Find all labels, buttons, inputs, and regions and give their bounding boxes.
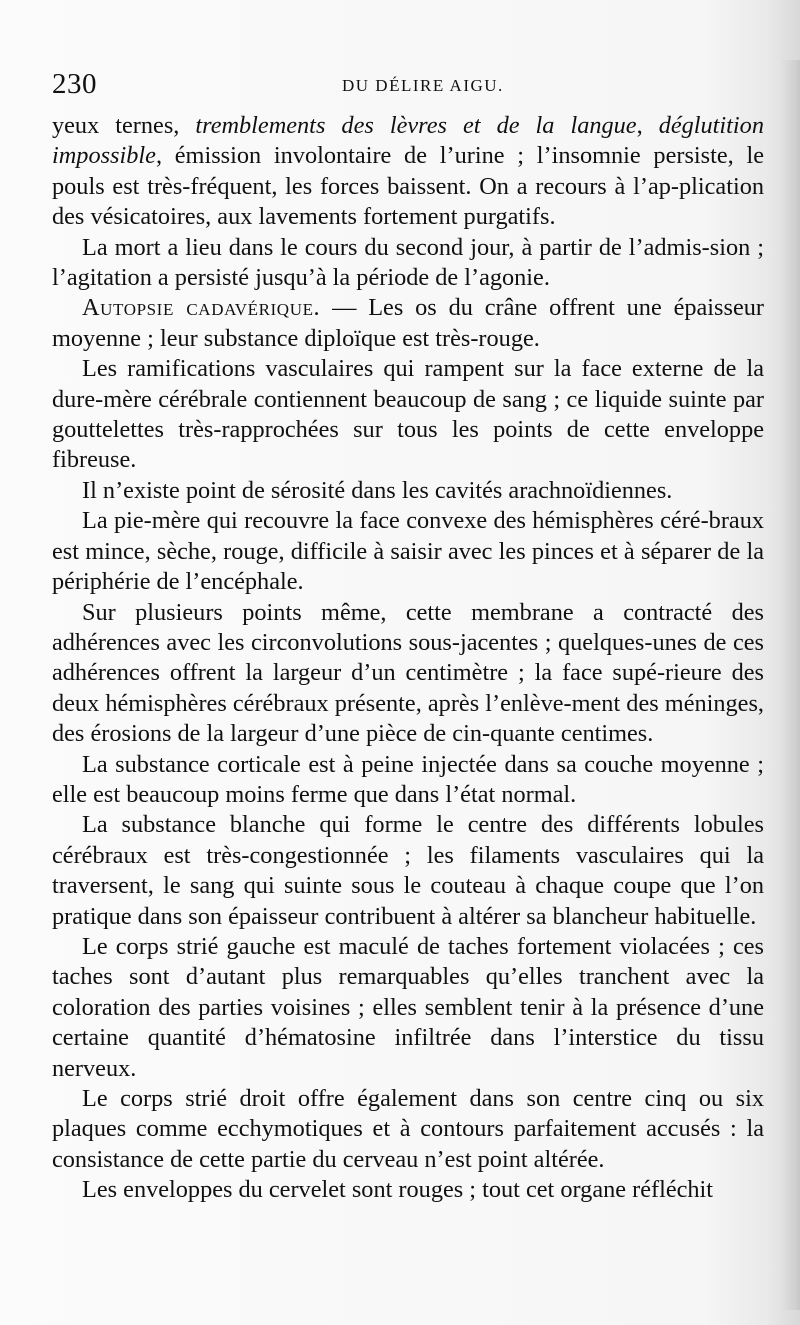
text-run: yeux ternes, <box>52 112 196 139</box>
section-label: Autopsie cadavérique. <box>82 294 321 322</box>
paragraph-5: Il n’existe point de sérosité dans les cavités arachnoïdiennes. <box>82 476 673 504</box>
paragraph-7: Sur plusieurs points même, cette membrane a contracté des adhérences avec les circonvolutions sous-jacentes ; quelques-unes de ces adhérences offrent la largeur d’un centimètre ; la face supé-rieure des deux hémisphères cérébraux présente, après l’enlève-ment des méninges, des érosions de la largeur d’une pièce de cin-quante centimes. <box>52 598 764 748</box>
page-header <box>52 68 760 104</box>
italic-phrase: déglutition impossible <box>52 112 764 170</box>
text-run: , <box>636 112 659 139</box>
paragraph-3 <box>52 293 764 354</box>
page-edge-shadow <box>780 60 800 1310</box>
italic-phrase: tremblements des lèvres et de la langue <box>195 112 637 139</box>
page-number: 230 <box>52 68 97 100</box>
running-head: DU DÉLIRE AIGU. <box>342 76 504 95</box>
paragraph-12: Les enveloppes du cervelet sont rouges ; tout cet organe réfléchit <box>82 1176 714 1204</box>
paragraph-9: La substance blanche qui forme le centre des différents lobules cérébraux est très-congestionnée ; les filaments vasculaires qui la traversent, le sang qui suinte sous le couteau à chaque coupe que l’on pratique dans son épaisseur contribuent à altérer sa blancheur habituelle. <box>52 811 764 930</box>
paragraph-6: La pie-mère qui recouvre la face convexe des hémisphères céré-braux est mince, sèche, rouge, difficile à saisir avec les pinces et à séparer de la périphérie de l’encéphale. <box>52 507 764 596</box>
paragraph-4: Les ramifications vasculaires qui rampent sur la face externe de la dure-mère cérébrale contiennent beaucoup de sang ; ce liquide suinte par gouttelettes très-rapprochées sur tous les points de cette enveloppe fibreuse. <box>52 355 764 474</box>
text-run: — Les os du crâne offrent une épaisseur moyenne ; leur substance diploïque est très-rouge. <box>52 294 764 352</box>
paragraph-2: La mort a lieu dans le cours du second jour, à partir de l’admis-sion ; l’agitation a persisté jusqu’à la période de l’agonie. <box>52 233 764 292</box>
paragraph-10: Le corps strié gauche est maculé de taches fortement violacées ; ces taches sont d’autant plus remarquables qu’elles tranchent avec la coloration des parties voisines ; elles semblent tenir à la présence d’une certaine quantité d’hématosine infiltrée dans l’interstice du tissu nerveux. <box>52 932 764 1082</box>
paragraph-1 <box>52 111 764 233</box>
body-text <box>52 111 764 1206</box>
text-run: , émission involontaire de l’urine ; l’insomnie persiste, le pouls est très-fréquent, les forces baissent. On a recours à l’ap-plication des vésicatoires, aux lavements fortement purgatifs. <box>52 142 764 231</box>
paragraph-8: La substance corticale est à peine injectée dans sa couche moyenne ; elle est beaucoup moins ferme que dans l’état normal. <box>52 750 764 808</box>
paragraph-11: Le corps strié droit offre également dans son centre cinq ou six plaques comme ecchymotiques et à contours parfaitement accusés : la consistance de cette partie du cerveau n’est point altérée. <box>52 1085 764 1173</box>
